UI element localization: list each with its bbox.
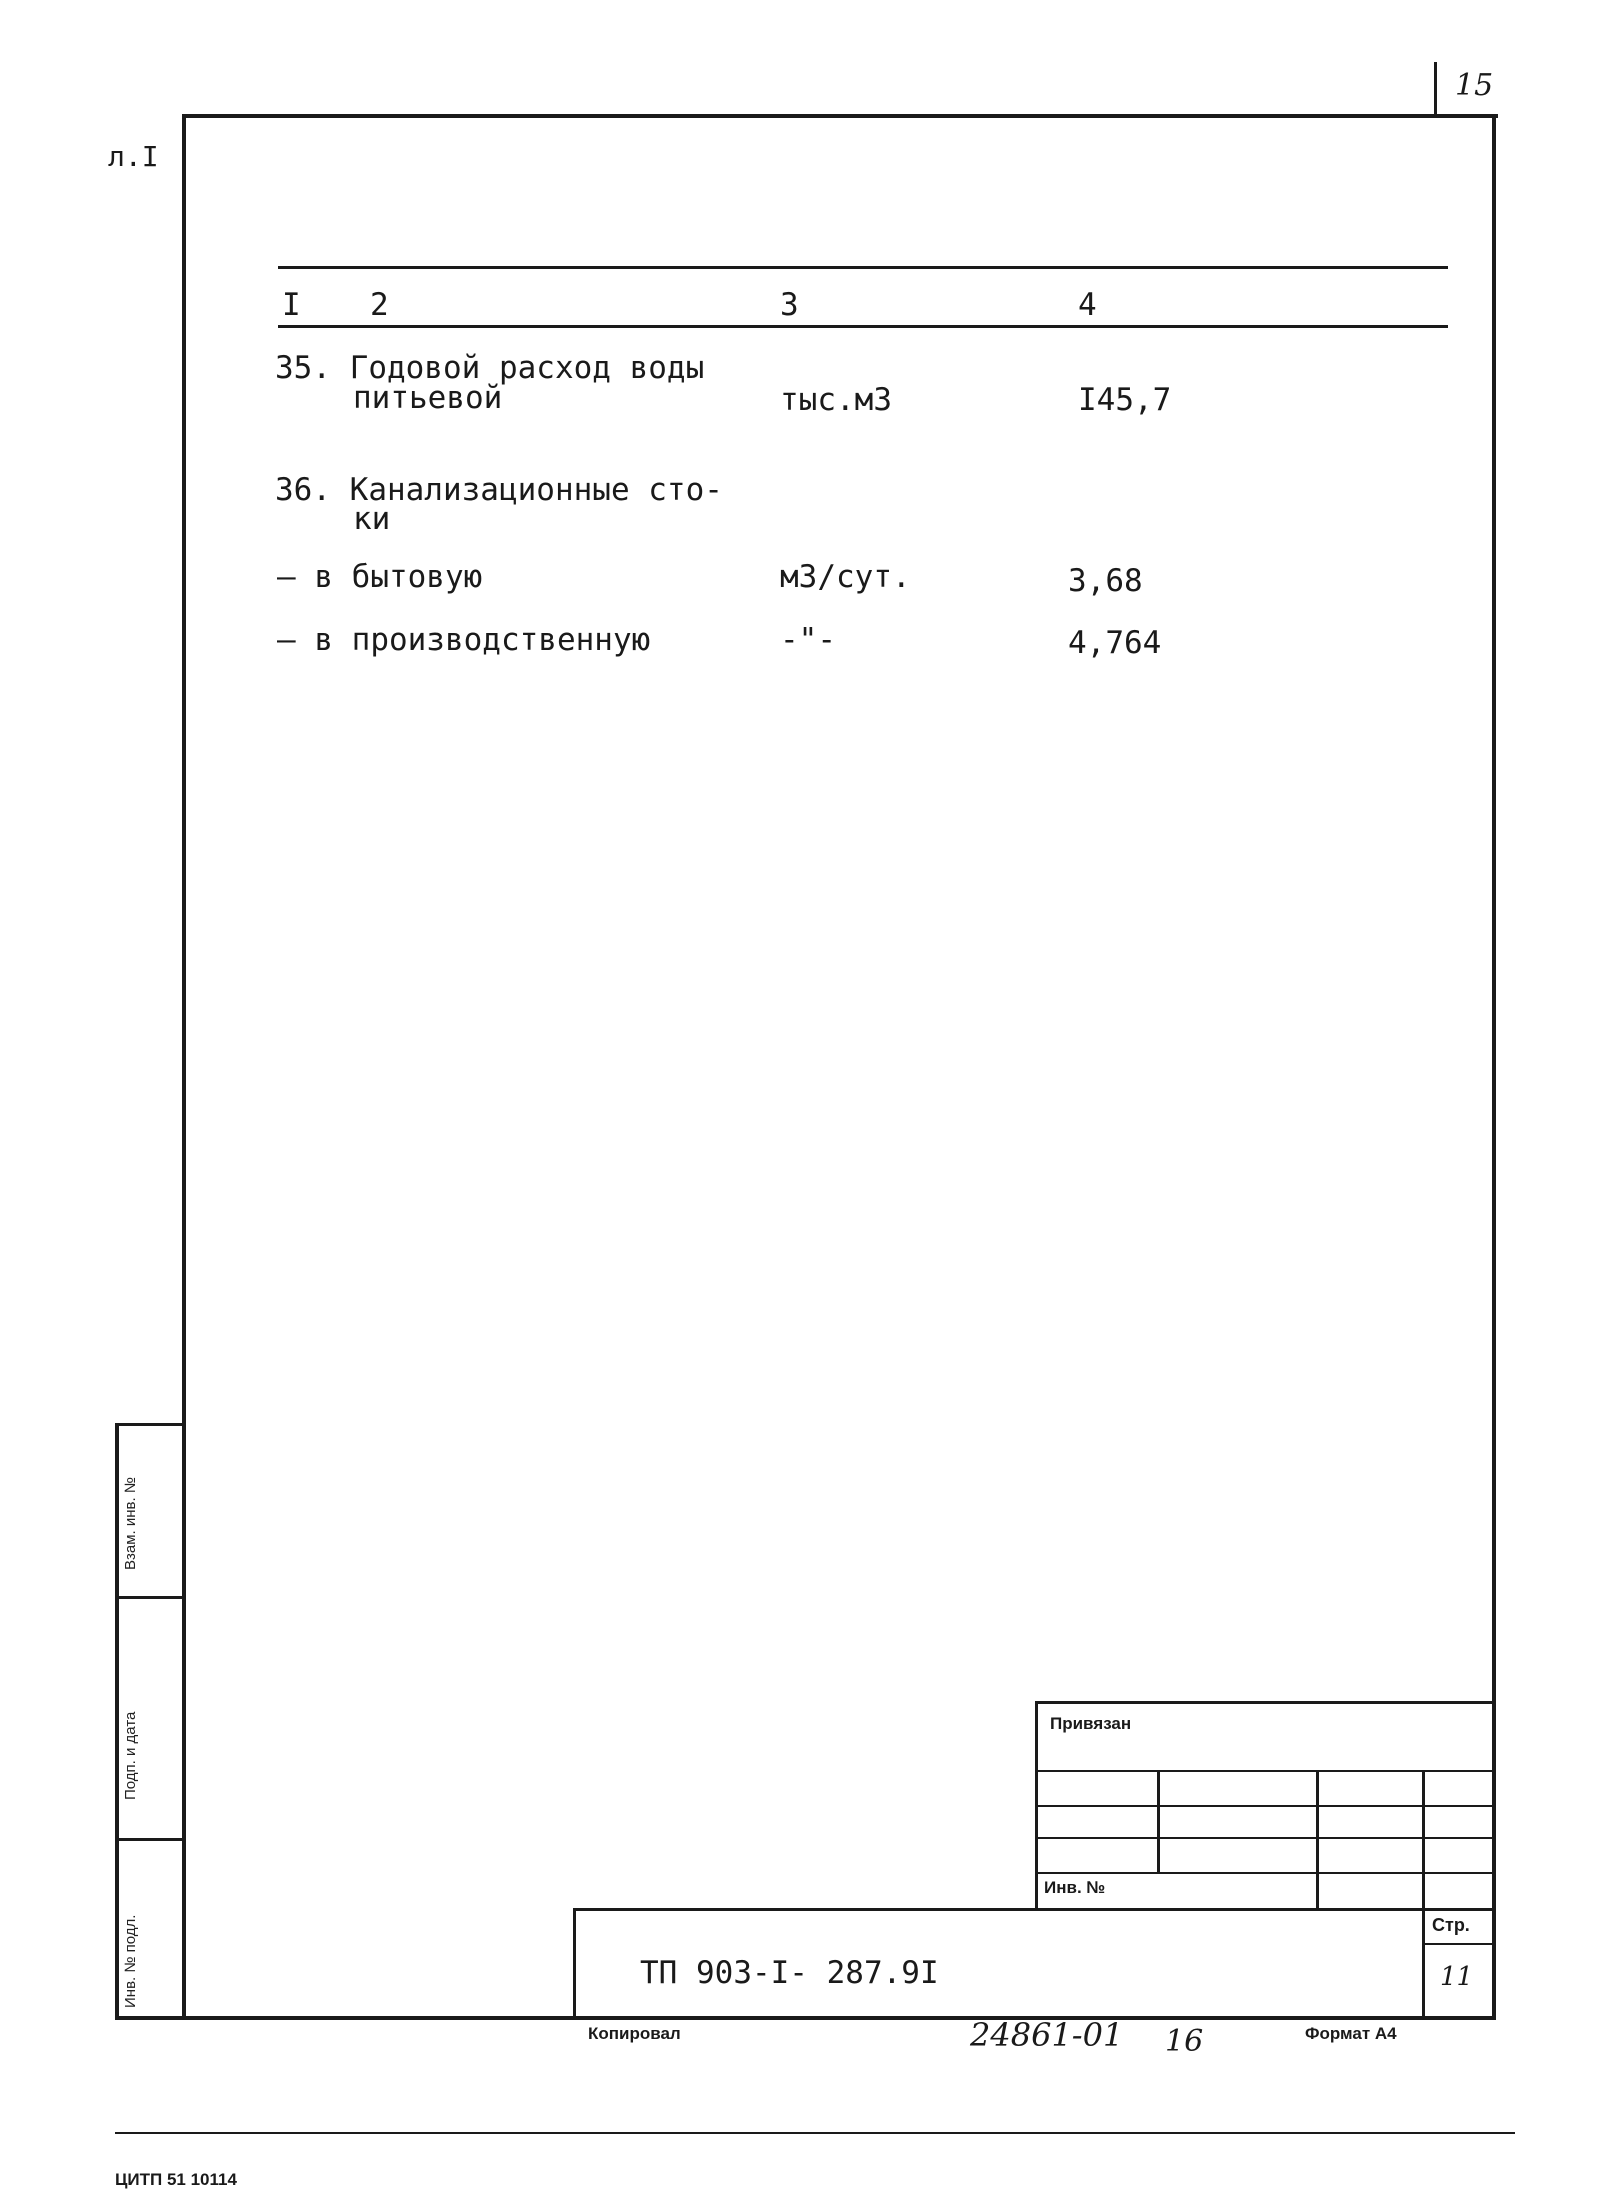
handwritten-number: 16 — [1165, 2024, 1204, 2059]
row-36-label-continued: ки — [353, 501, 391, 537]
title-block-line — [1035, 1701, 1496, 1704]
title-block-line — [1035, 1837, 1496, 1839]
title-block-line — [1157, 1770, 1160, 1872]
side-stamp-replaced-inv: Взам. инв. № — [122, 1477, 139, 1570]
page-number: 15 — [1455, 68, 1494, 103]
row-36-label: 36. Канализационные сто- — [275, 472, 723, 508]
title-block-line — [1035, 1805, 1496, 1807]
side-stamp-border — [115, 1423, 119, 2020]
document-code: ТП 903-I- 287.9I — [640, 1955, 939, 1991]
side-stamp-divider — [115, 1423, 185, 1426]
row-household-value: 3,68 — [1068, 563, 1143, 599]
row-35-unit: тыс.м3 — [780, 382, 892, 418]
bound-label: Привязан — [1050, 1714, 1132, 1733]
frame-bottom-border — [115, 2016, 1496, 2020]
printer-rule — [115, 2132, 1515, 2134]
table-top-rule — [278, 266, 1448, 269]
row-household-unit: м3/сут. — [780, 559, 911, 595]
side-stamp-signature-date: Подп. и дата — [122, 1711, 139, 1800]
row-industrial-unit: -"- — [780, 622, 836, 658]
title-block-line — [1035, 1872, 1496, 1874]
column-header-1: I — [282, 287, 301, 323]
title-block-line — [1422, 1770, 1425, 2020]
row-35-label: 35. Годовой расход воды — [275, 350, 705, 386]
printer-code: ЦИТП 51 10114 — [115, 2170, 237, 2189]
side-stamp-divider — [115, 1838, 185, 1841]
title-block-line — [1035, 1770, 1496, 1772]
page-value: 11 — [1440, 1962, 1474, 1992]
row-35-label-continued: питьевой — [353, 380, 503, 416]
side-stamp-divider — [115, 1596, 185, 1599]
column-header-3: 3 — [780, 287, 799, 323]
title-block-line — [1316, 1770, 1319, 1910]
frame-left-border — [182, 114, 186, 2020]
row-industrial-value: 4,764 — [1068, 625, 1162, 661]
title-block-line — [573, 1908, 1496, 1911]
format-label: Формат А4 — [1305, 2024, 1397, 2043]
inventory-label: Инв. № — [1044, 1878, 1106, 1897]
table-header-rule — [278, 325, 1448, 328]
archive-number: 24861-01 — [970, 2016, 1124, 2054]
frame-right-border — [1492, 114, 1496, 2020]
frame-top-border — [183, 114, 1498, 118]
side-stamp-original-inv: Инв. № подл. — [122, 1914, 139, 2008]
sheet-marker: л.I — [108, 140, 159, 173]
title-block-line — [1422, 1943, 1496, 1945]
row-35-value: I45,7 — [1078, 382, 1172, 418]
row-household-label: – в бытовую — [277, 559, 483, 595]
copied-label: Копировал — [588, 2024, 681, 2043]
page-number-tick — [1434, 62, 1437, 116]
row-industrial-label: – в производственную — [277, 622, 651, 658]
title-block-line — [573, 1908, 576, 2020]
column-header-2: 2 — [370, 287, 389, 323]
column-header-4: 4 — [1078, 287, 1097, 323]
page-label: Стр. — [1432, 1915, 1470, 1935]
